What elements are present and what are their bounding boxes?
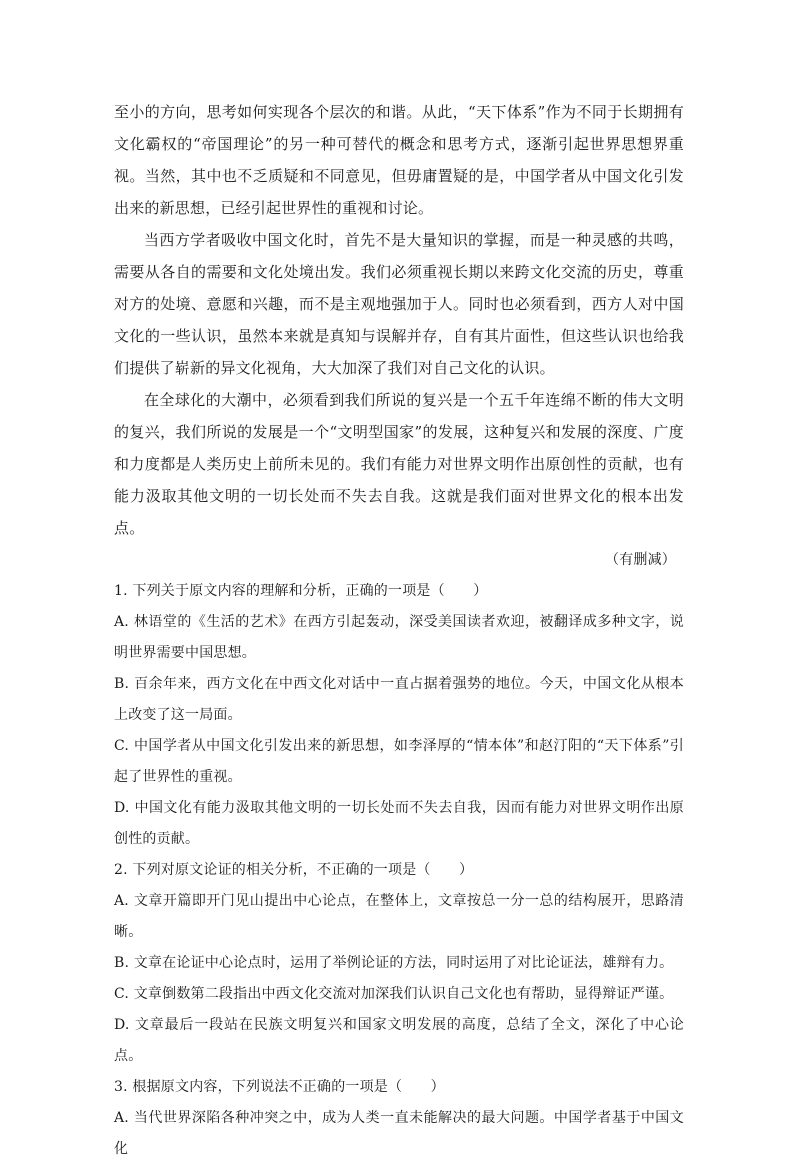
paragraph-continued: 至小的方向，思考如何实现各个层次的和谐。从此，“天下体系”作为不同于长期拥有文化霸权的“帝国理论”的另一种可替代的概念和思考方式，逐渐引起世界思想界重视。当然，其中也不乏质疑和不同意见，但毋庸置疑的是，中国学者从中国文化引发出来的新思想，已经引起世界性的重视和讨论。 [114, 103, 684, 217]
document-body [114, 96, 684, 1165]
paragraph: 当西方学者吸收中国文化时，首先不是大量知识的掌握，而是一种灵感的共鸣，需要从各自的需要和文化处境出发。我们必须重视长期以来跨文化交流的历史，尊重对方的处境、意愿和兴趣，而不是主观地强加于人。同时也必须看到，西方人对中国文化的一些认识，虽然本来就是真知与误解并存，自有其片面性，但这些认识也给我们提供了崭新的异文化视角，大大加深了我们对自己文化的认识。 [114, 231, 684, 377]
option-a: A. 当代世界深陷各种冲突之中，成为人类一直未能解决的最大问题。中国学者基于中国文化 [114, 1110, 684, 1157]
option-b: B. 文章在论证中心论点时，运用了举例论证的方法，同时运用了对比论证法，雄辩有力。 [114, 955, 674, 971]
source-note: （有删减） [605, 552, 676, 568]
option-a: A. 林语堂的《生活的艺术》在西方引起轰动，深受美国读者欢迎，被翻译成多种文字，说明世界需要中国思想。 [114, 614, 684, 661]
option-c: C. 中国学者从中国文化引发出来的新思想，如李泽厚的“情本体”和赵汀阳的“天下体系”引起了世界性的重视。 [114, 738, 684, 785]
option-a: A. 文章开篇即开门见山提出中心论点，在整体上，文章按总一分一总的结构展开，思路清晰。 [114, 893, 684, 940]
question-stem: 3. 根据原文内容，下列说法不正确的一项是（ ） [114, 1079, 445, 1095]
option-c: C. 文章倒数第二段指出中西文化交流对加深我们认识自己文化也有帮助，显得辩证严谨。 [114, 986, 674, 1002]
option-b: B. 百余年来，西方文化在中西文化对话中一直占据着强势的地位。今天，中国文化从根本上改变了这一局面。 [114, 676, 684, 723]
question-stem: 2. 下列对原文论证的相关分析，不正确的一项是（ ） [114, 862, 474, 878]
option-d: D. 中国文化有能力汲取其他文明的一切长处而不失去自我，因而有能力对世界文明作出原创性的贡献。 [114, 800, 684, 847]
paragraph: 在全球化的大潮中，必须看到我们所说的复兴是一个五千年连绵不断的伟大文明的复兴，我们所说的发展是一个“文明型国家”的发展，这种复兴和发展的深度、广度和力度都是人类历史上前所未见的。我们有能力对世界文明作出原创性的贡献，也有能力汲取其他文明的一切长处而不失去自我。这就是我们面对世界文化的根本出发点。 [114, 391, 684, 537]
option-d: D. 文章最后一段站在民族文明复兴和国家文明发展的高度，总结了全文，深化了中心论点。 [114, 1017, 684, 1064]
question-stem: 1. 下列关于原文内容的理解和分析，正确的一项是（ ） [114, 583, 488, 599]
